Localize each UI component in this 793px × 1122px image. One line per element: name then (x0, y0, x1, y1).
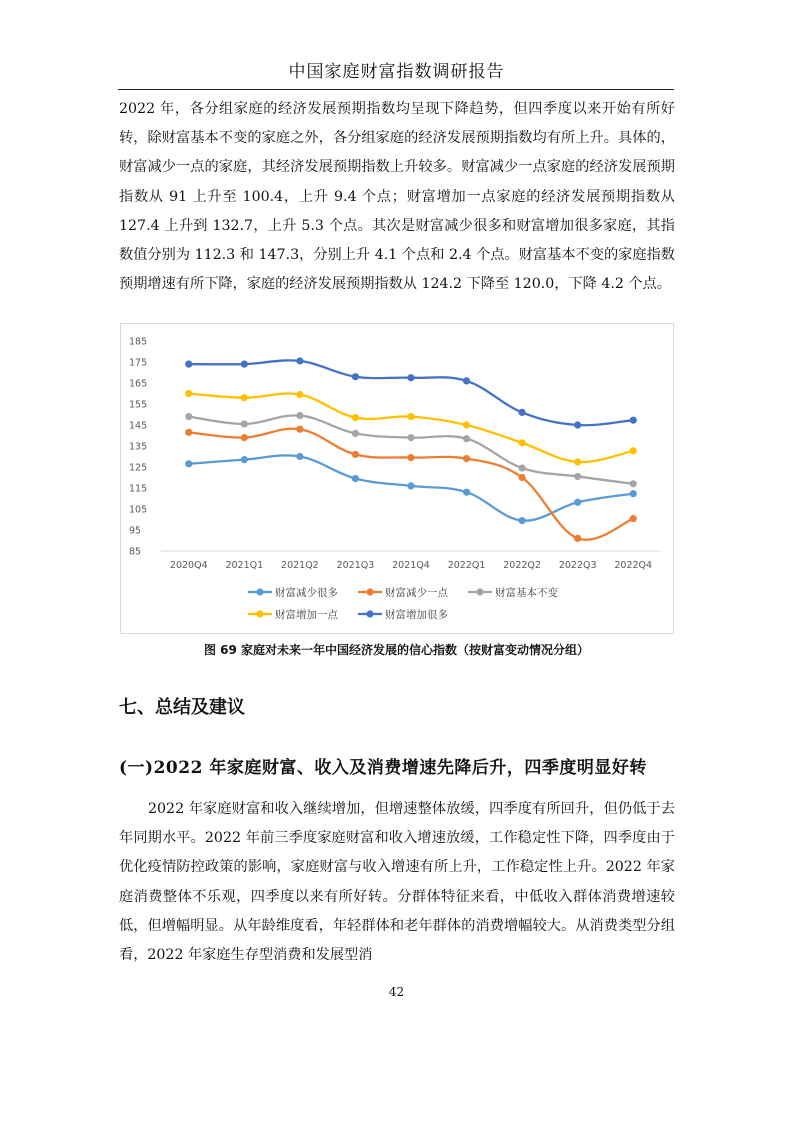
series-line-4 (189, 394, 633, 463)
data-point (185, 429, 192, 436)
header-divider (118, 89, 674, 90)
data-point (296, 426, 303, 433)
data-point (463, 421, 470, 428)
legend-marker (256, 588, 263, 595)
x-tick-label: 2021Q3 (336, 560, 375, 571)
data-point (185, 413, 192, 420)
data-point (352, 373, 359, 380)
data-point (241, 420, 248, 427)
data-point (241, 394, 248, 401)
data-point (407, 454, 414, 461)
body-paragraph: 2022 年，各分组家庭的经济发展预期指数均呈现下降趋势，但四季度以来开始有所好转，除财富基本不变的家庭之外，各分组家庭的经济发展预期指数均有所上升。具体的，财富减少一点的家庭，其经济发展预期指数上升较多。财富减少一点家庭的经济发展预期指数从 91 上升至 100.4，上升 9.4 个点；财富增加一点家庭的经济发展预期指数从 127.4 上升到 132.7，上升 5.3 个点。其次是财富减少很多和财富增加很多家庭，其指数值分别为 112.3 和 147.3，分别上升 4.1 个点和 2.4 个点。财富基本不变的家庭指数预期增速有所下降，家庭的经济发展预期指数从 124.2 下降至 120.0，下降 4.2 个点。 (119, 101, 675, 293)
y-tick-label: 165 (129, 378, 148, 390)
data-point (241, 456, 248, 463)
data-point (241, 434, 248, 441)
x-tick-label: 2022Q3 (558, 560, 597, 571)
data-point (296, 412, 303, 419)
figure-caption: 图 69 家庭对未来一年中国经济发展的信心指数（按财富变动情况分组） (203, 643, 590, 657)
data-point (185, 460, 192, 467)
data-point (463, 489, 470, 496)
subsection-heading: (一)2022 年家庭财富、收入及消费增速先降后升，四季度明显好转 (119, 758, 647, 778)
legend-label: 财富基本不变 (495, 587, 558, 599)
data-point (407, 374, 414, 381)
line-chart (120, 323, 674, 634)
data-point (352, 451, 359, 458)
data-point (574, 458, 581, 465)
data-point (519, 439, 526, 446)
legend-marker (476, 588, 483, 595)
data-point (630, 490, 637, 497)
legend-label: 财富减少很多 (275, 587, 338, 599)
y-tick-label: 135 (129, 441, 148, 453)
header-title: 中国家庭财富指数调研报告 (288, 62, 505, 82)
data-point (352, 430, 359, 437)
data-point (519, 517, 526, 524)
y-tick-label: 115 (129, 483, 148, 495)
legend-label: 财富减少一点 (385, 587, 448, 599)
data-point (296, 391, 303, 398)
data-point (574, 499, 581, 506)
x-tick-label: 2021Q2 (281, 560, 319, 571)
y-tick-label: 175 (129, 357, 148, 369)
data-point (519, 409, 526, 416)
data-point (407, 434, 414, 441)
data-point (463, 377, 470, 384)
data-point (630, 417, 637, 424)
data-point (241, 361, 248, 368)
data-point (519, 464, 526, 471)
y-tick-label: 125 (129, 462, 148, 474)
y-tick-label: 95 (129, 525, 142, 537)
data-point (574, 473, 581, 480)
y-tick-label: 105 (129, 504, 148, 516)
data-point (519, 474, 526, 481)
legend-marker (366, 610, 373, 617)
y-tick-label: 85 (129, 546, 142, 558)
x-tick-label: 2020Q4 (169, 560, 208, 571)
legend-marker (366, 588, 373, 595)
legend-marker (256, 610, 263, 617)
x-tick-label: 2022Q2 (503, 560, 541, 571)
data-point (185, 361, 192, 368)
data-point (352, 414, 359, 421)
data-point (407, 413, 414, 420)
series-line-3 (189, 415, 633, 483)
section-heading: 七、总结及建议 (119, 697, 245, 718)
x-tick-label: 2021Q1 (225, 560, 264, 571)
legend-label: 财富增加很多 (385, 609, 448, 621)
data-point (630, 447, 637, 454)
legend-label: 财富增加一点 (275, 609, 338, 621)
x-tick-label: 2021Q4 (392, 560, 430, 571)
x-tick-label: 2022Q1 (447, 560, 486, 571)
x-tick-label: 2022Q4 (614, 560, 653, 571)
y-tick-label: 155 (129, 399, 148, 411)
y-tick-label: 185 (129, 336, 148, 348)
data-point (407, 482, 414, 489)
page-number: 42 (388, 985, 405, 999)
data-point (185, 390, 192, 397)
data-point (630, 480, 637, 487)
data-point (463, 435, 470, 442)
body-paragraph-2: 2022 年家庭财富和收入继续增加，但增速整体放缓，四季度有所回升，但仍低于去年同期水平。2022 年前三季度家庭财富和收入增速放缓，工作稳定性下降，四季度由于优化疫情防控政策的影响，家庭财富与收入增速有所上升，工作稳定性上升。2022 年家庭消费整体不乐观，四季度以来有所好转。分群体特征来看，中低收入群体消费增速较低，但增幅明显。从年龄维度看，年轻群体和老年群体的消费增幅较大。从消费类型分组看，2022 年家庭生存型消费和发展型消 (119, 801, 675, 964)
data-point (352, 475, 359, 482)
data-point (463, 455, 470, 462)
data-point (630, 515, 637, 522)
data-point (296, 357, 303, 364)
data-point (296, 453, 303, 460)
y-tick-label: 145 (129, 420, 148, 432)
chart-svg (121, 324, 673, 633)
data-point (574, 421, 581, 428)
data-point (574, 535, 581, 542)
